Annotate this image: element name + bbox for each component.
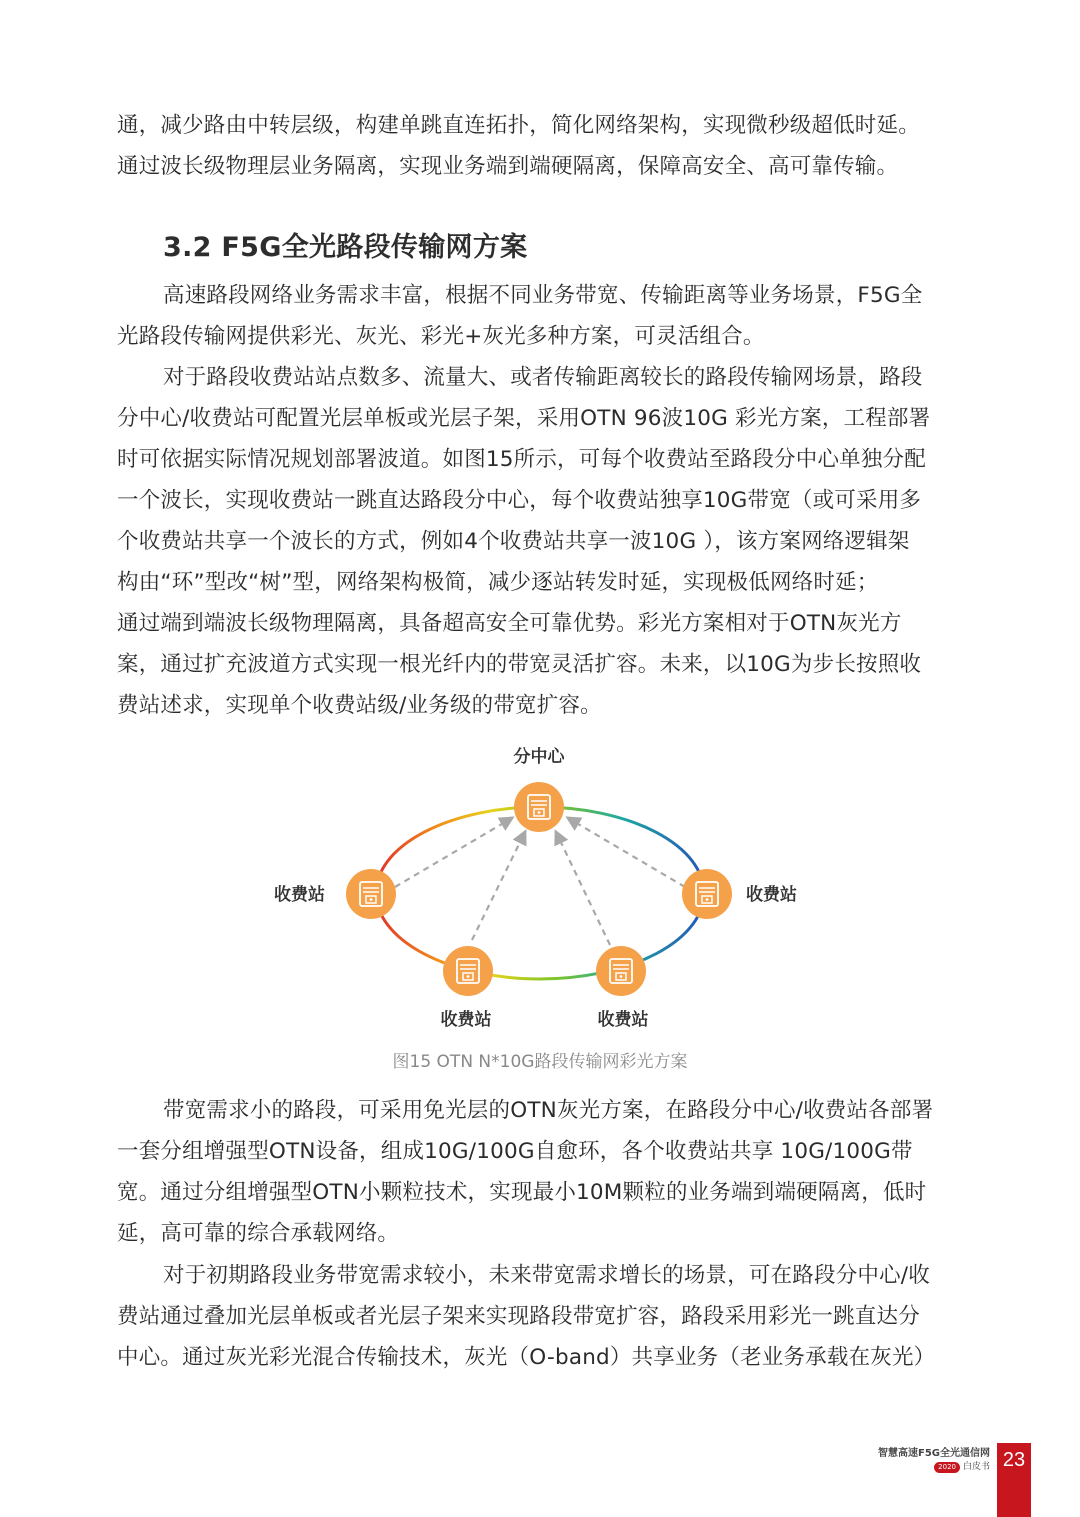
toll-station-left-label: 收费站 [274,885,325,905]
page-number: 23 [1002,1449,1026,1471]
paragraph-line: 一个波长，实现收费站一跳直达路段分中心，每个收费站独享10G带宽（或可采用多 [117,488,922,513]
intro-line: 通过波长级物理层业务隔离，实现业务端到端硬隔离，保障高安全、高可靠传输。 [117,154,899,179]
toll-station-bottom-right-device-icon [596,946,646,996]
intro-line: 通，减少路由中转层级，构建单跳直连拓扑，简化网络架构，实现微秒级超低时延。 [117,113,920,138]
paragraph-line: 通过端到端波长级物理隔离，具备超高安全可靠优势。彩光方案相对于OTN灰光方 [117,611,902,636]
toll-station-right-label: 收费站 [746,885,797,905]
wavelength-arrow [556,832,610,945]
toll-station-left-device-icon [346,869,396,919]
paragraph-line: 分中心/收费站可配置光层单板或光层子架，采用OTN 96波10G 彩光方案，工程部署 [117,406,931,431]
paragraph-line: 中心。通过灰光彩光混合传输技术，灰光（O-band）共享业务（老业务承载在灰光） [117,1345,936,1370]
paragraph-line: 对于路段收费站站点数多、流量大、或者传输距离较长的路段传输网场景，路段 [163,365,923,390]
paragraph-line: 延，高可靠的综合承载网络。 [117,1221,400,1246]
paragraph-line: 时可依据实际情况规划部署波道。如图15所示，可每个收费站至路段分中心单独分配 [117,447,926,472]
paragraph-line: 光路段传输网提供彩光、灰光、彩光+灰光多种方案，可灵活组合。 [117,324,765,349]
toll-station-bottom-left-label: 收费站 [440,1010,492,1030]
otn-ring-diagram [240,735,840,1040]
figure-caption: 图15 OTN N*10G路段传输网彩光方案 [392,1052,688,1072]
paragraph-line: 带宽需求小的路段，可采用免光层的OTN灰光方案，在路段分中心/收费站各部署 [163,1098,934,1123]
page-number-box [997,1443,1031,1517]
paragraph-line: 宽。通过分组增强型OTN小颗粒技术，实现最小10M颗粒的业务端到端硬隔离，低时 [117,1180,927,1205]
paragraph-1 [117,275,967,357]
wavelength-arrow [568,818,685,887]
section-title: 3.2 F5G全光路段传输网方案 [163,232,528,263]
intro-paragraph [117,105,967,187]
toll-station-right-device-icon [682,869,732,919]
fiber-ring [376,807,704,979]
paragraph-line: 一套分组增强型OTN设备，组成10G/100G自愈环，各个收费站共享 10G/100G带 [117,1139,913,1164]
wavelength-arrow [395,818,512,887]
paragraph-4 [117,1255,967,1378]
footer-title: 智慧高速F5G全光通信网 [878,1448,990,1459]
paragraph-3 [117,1090,967,1254]
paragraph-line: 案，通过扩充波道方式实现一根光纤内的带宽灵活扩容。未来，以10G为步长按照收 [117,652,922,677]
toll-station-bottom-left-device-icon [443,946,493,996]
footer-subtitle [934,1459,990,1473]
paragraph-line: 构由“环”型改“树”型，网络架构极简，减少逐站转发时延，实现极低网络时延； [117,570,879,595]
paragraph-line: 个收费站共享一个波长的方式，例如4个收费站共享一波10G ），该方案网络逻辑架 [117,529,910,554]
footer-subtitle-text: 白皮书 [962,1462,990,1472]
paragraph-line: 高速路段网络业务需求丰富，根据不同业务带宽、传输距离等业务场景，F5G全 [163,283,923,308]
paragraph-line: 费站述求，实现单个收费站级/业务级的带宽扩容。 [117,693,602,718]
wavelength-arrow [472,832,525,940]
branch-center-label: 分中心 [513,747,565,767]
paragraph-2 [117,357,967,726]
paragraph-line: 对于初期路段业务带宽需求较小，未来带宽需求增长的场景，可在路段分中心/收 [163,1263,930,1288]
branch-center-device-icon [514,782,564,832]
paragraph-line: 费站通过叠加光层单板或者光层子架来实现路段带宽扩容，路段采用彩光一跳直达分 [117,1304,920,1329]
toll-station-bottom-right-label: 收费站 [597,1010,649,1030]
year-badge: 2020 [934,1462,960,1473]
